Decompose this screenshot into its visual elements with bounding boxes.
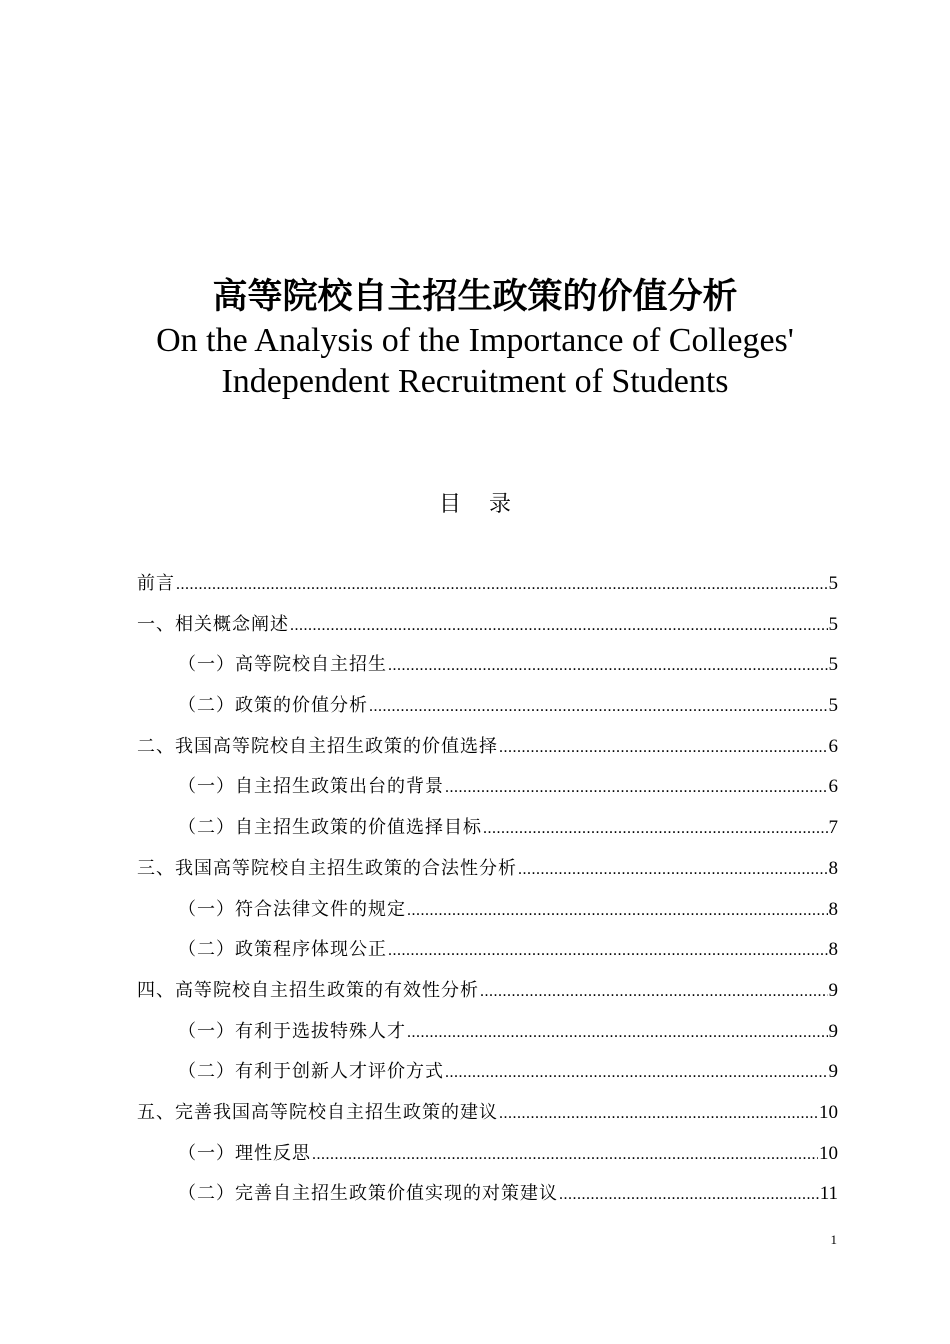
toc-entry-page: 7 bbox=[828, 817, 838, 839]
toc-entry-page: 5 bbox=[828, 654, 838, 676]
toc-entry-page: 5 bbox=[828, 695, 838, 717]
toc-leader-dots bbox=[559, 1175, 819, 1216]
toc-entry[interactable] bbox=[137, 1134, 838, 1175]
toc-leader-dots bbox=[499, 1094, 818, 1135]
toc-entry-label: 前言 bbox=[137, 573, 175, 594]
toc-entry-label: 四、高等院校自主招生政策的有效性分析 bbox=[137, 979, 479, 1001]
toc-entry-page: 11 bbox=[819, 1183, 838, 1205]
toc-entry-page: 10 bbox=[819, 1142, 838, 1164]
toc-heading: 目录 bbox=[438, 492, 539, 517]
page-number: 1 bbox=[830, 1232, 837, 1247]
toc-leader-dots bbox=[312, 1135, 818, 1176]
toc-entry[interactable] bbox=[137, 564, 838, 605]
toc-entry-page: 5 bbox=[828, 613, 838, 635]
toc-entry[interactable] bbox=[137, 686, 838, 727]
toc-entry[interactable] bbox=[137, 727, 838, 768]
toc-entry-page: 8 bbox=[828, 857, 838, 879]
toc-leader-dots bbox=[407, 891, 828, 932]
toc-entry-page: 9 bbox=[828, 979, 838, 1001]
toc-entry-label: （二）有利于创新人才评价方式 bbox=[178, 1061, 444, 1083]
chinese-title: 高等院校自主招生政策的价值分析 bbox=[212, 277, 738, 317]
toc-leader-dots bbox=[176, 565, 828, 606]
english-title: On the Analysis of the Importance of Colleges' Independent Recruitment of Students bbox=[156, 322, 794, 400]
toc-leader-dots bbox=[499, 728, 828, 769]
toc-entry-page: 6 bbox=[828, 735, 838, 757]
toc-entry-page: 9 bbox=[828, 1020, 838, 1042]
toc-leader-dots bbox=[483, 809, 828, 850]
toc-entry-label: （二）政策程序体现公正 bbox=[178, 939, 387, 961]
toc-leader-dots bbox=[480, 972, 828, 1013]
toc-entry[interactable] bbox=[137, 1174, 838, 1215]
toc-entry-label: （一）有利于选拔特殊人才 bbox=[178, 1020, 406, 1042]
toc-leader-dots bbox=[518, 850, 828, 891]
toc-entry-page: 5 bbox=[828, 573, 838, 594]
toc-entry-label: （二）政策的价值分析 bbox=[178, 695, 368, 717]
toc-entry-label: 三、我国高等院校自主招生政策的合法性分析 bbox=[137, 857, 517, 879]
toc-entry[interactable] bbox=[137, 1012, 838, 1053]
toc-leader-dots bbox=[445, 768, 828, 809]
toc-entry-page: 6 bbox=[828, 776, 838, 798]
toc-entry[interactable] bbox=[137, 1093, 838, 1134]
toc-entry[interactable] bbox=[137, 1052, 838, 1093]
toc-entry[interactable] bbox=[137, 645, 838, 686]
toc-entry[interactable] bbox=[137, 890, 838, 931]
toc-entry[interactable] bbox=[137, 849, 838, 890]
toc-leader-dots bbox=[445, 1053, 828, 1094]
toc-entry-page: 10 bbox=[819, 1101, 838, 1123]
toc-leader-dots bbox=[407, 1013, 828, 1054]
toc-entry-label: （一）理性反思 bbox=[178, 1142, 311, 1164]
toc-leader-dots bbox=[388, 931, 828, 972]
toc-entry-page: 8 bbox=[828, 939, 838, 961]
toc-entry[interactable] bbox=[137, 808, 838, 849]
toc-entry[interactable] bbox=[137, 971, 838, 1012]
toc-entry[interactable] bbox=[137, 767, 838, 808]
toc-entry[interactable] bbox=[137, 930, 838, 971]
table-of-contents bbox=[137, 564, 838, 1215]
toc-entry-label: （二）自主招生政策的价值选择目标 bbox=[178, 817, 482, 839]
toc-entry-label: 二、我国高等院校自主招生政策的价值选择 bbox=[137, 735, 498, 757]
toc-entry-label: （一）符合法律文件的规定 bbox=[178, 898, 406, 920]
toc-entry-page: 9 bbox=[828, 1061, 838, 1083]
toc-entry-label: （一）自主招生政策出台的背景 bbox=[178, 776, 444, 798]
toc-entry-label: 五、完善我国高等院校自主招生政策的建议 bbox=[137, 1101, 498, 1123]
toc-leader-dots bbox=[290, 606, 828, 647]
toc-leader-dots bbox=[369, 687, 828, 728]
toc-leader-dots bbox=[388, 646, 828, 687]
toc-entry[interactable] bbox=[137, 605, 838, 646]
toc-entry-label: （一）高等院校自主招生 bbox=[178, 654, 387, 676]
toc-entry-label: 一、相关概念阐述 bbox=[137, 613, 289, 635]
toc-entry-label: （二）完善自主招生政策价值实现的对策建议 bbox=[178, 1183, 558, 1205]
toc-entry-page: 8 bbox=[828, 898, 838, 920]
